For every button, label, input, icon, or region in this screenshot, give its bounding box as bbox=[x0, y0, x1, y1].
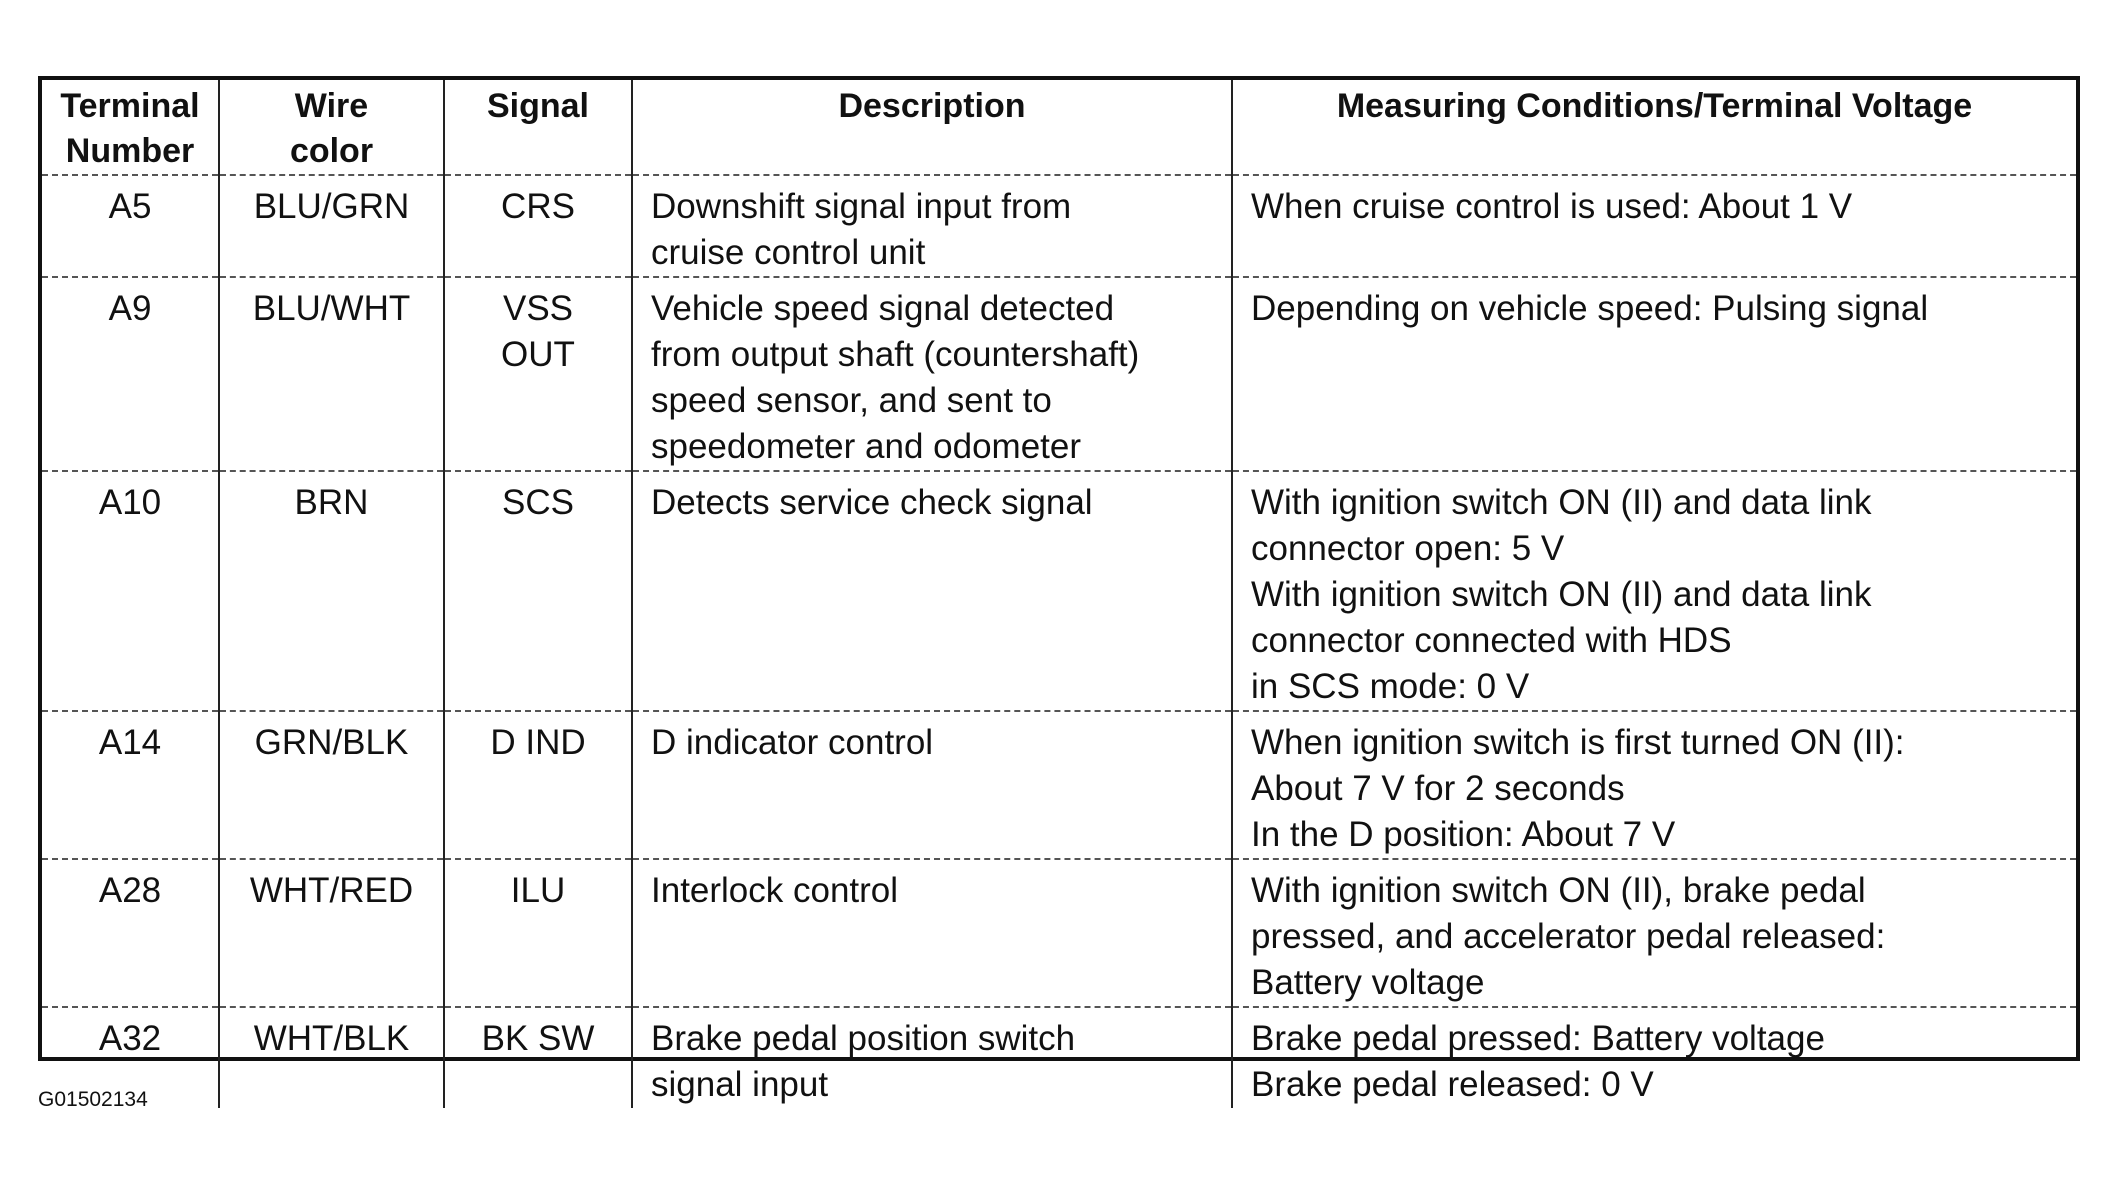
terminal-cell: A10 bbox=[42, 471, 219, 711]
description-cell: Brake pedal position switch signal input bbox=[632, 1007, 1232, 1108]
terminal-cell: A32 bbox=[42, 1007, 219, 1108]
table-row bbox=[42, 175, 2076, 277]
description-cell: Interlock control bbox=[632, 859, 1232, 1007]
description-cell: Detects service check signal bbox=[632, 471, 1232, 711]
signal-cell: VSS OUT bbox=[444, 277, 632, 471]
conditions-cell: When cruise control is used: About 1 V bbox=[1232, 175, 2076, 277]
wire-color-cell: WHT/RED bbox=[219, 859, 444, 1007]
conditions-cell: Brake pedal pressed: Battery voltage Brake pedal released: 0 V bbox=[1232, 1007, 2076, 1108]
header-signal: Signal bbox=[444, 80, 632, 175]
header-description: Description bbox=[632, 80, 1232, 175]
wire-color-cell: WHT/BLK bbox=[219, 1007, 444, 1108]
terminal-cell: A5 bbox=[42, 175, 219, 277]
signal-cell: ILU bbox=[444, 859, 632, 1007]
table-row bbox=[42, 859, 2076, 1007]
wire-color-cell: BRN bbox=[219, 471, 444, 711]
table-header-row bbox=[42, 80, 2076, 175]
description-cell: Downshift signal input from cruise control unit bbox=[632, 175, 1232, 277]
signal-cell: SCS bbox=[444, 471, 632, 711]
signal-cell: CRS bbox=[444, 175, 632, 277]
table-row bbox=[42, 1007, 2076, 1108]
terminal-cell: A14 bbox=[42, 711, 219, 859]
conditions-cell: With ignition switch ON (II) and data link connector open: 5 V With ignition switch ON (II) and data link connector connected with HDS in SCS mode: 0 V bbox=[1232, 471, 2076, 711]
terminal-cell: A28 bbox=[42, 859, 219, 1007]
terminal-cell: A9 bbox=[42, 277, 219, 471]
table-row bbox=[42, 277, 2076, 471]
conditions-cell: Depending on vehicle speed: Pulsing signal bbox=[1232, 277, 2076, 471]
table-row bbox=[42, 471, 2076, 711]
terminal-voltage-table bbox=[42, 80, 2076, 1108]
header-wire-color: Wire color bbox=[219, 80, 444, 175]
table-row bbox=[42, 711, 2076, 859]
wire-color-cell: BLU/WHT bbox=[219, 277, 444, 471]
figure-id-label: G01502134 bbox=[38, 1088, 148, 1111]
description-cell: Vehicle speed signal detected from output shaft (countershaft) speed sensor, and sent to speedometer and odometer bbox=[632, 277, 1232, 471]
description-cell: D indicator control bbox=[632, 711, 1232, 859]
header-terminal-number: Terminal Number bbox=[42, 80, 219, 175]
signal-cell: BK SW bbox=[444, 1007, 632, 1108]
conditions-cell: With ignition switch ON (II), brake pedal pressed, and accelerator pedal released: Battery voltage bbox=[1232, 859, 2076, 1007]
wire-color-cell: BLU/GRN bbox=[219, 175, 444, 277]
header-measuring-conditions: Measuring Conditions/Terminal Voltage bbox=[1336, 87, 1973, 125]
conditions-cell: When ignition switch is first turned ON (II): About 7 V for 2 seconds In the D position: About 7 V bbox=[1232, 711, 2076, 859]
wire-color-cell: GRN/BLK bbox=[219, 711, 444, 859]
signal-cell: D IND bbox=[444, 711, 632, 859]
